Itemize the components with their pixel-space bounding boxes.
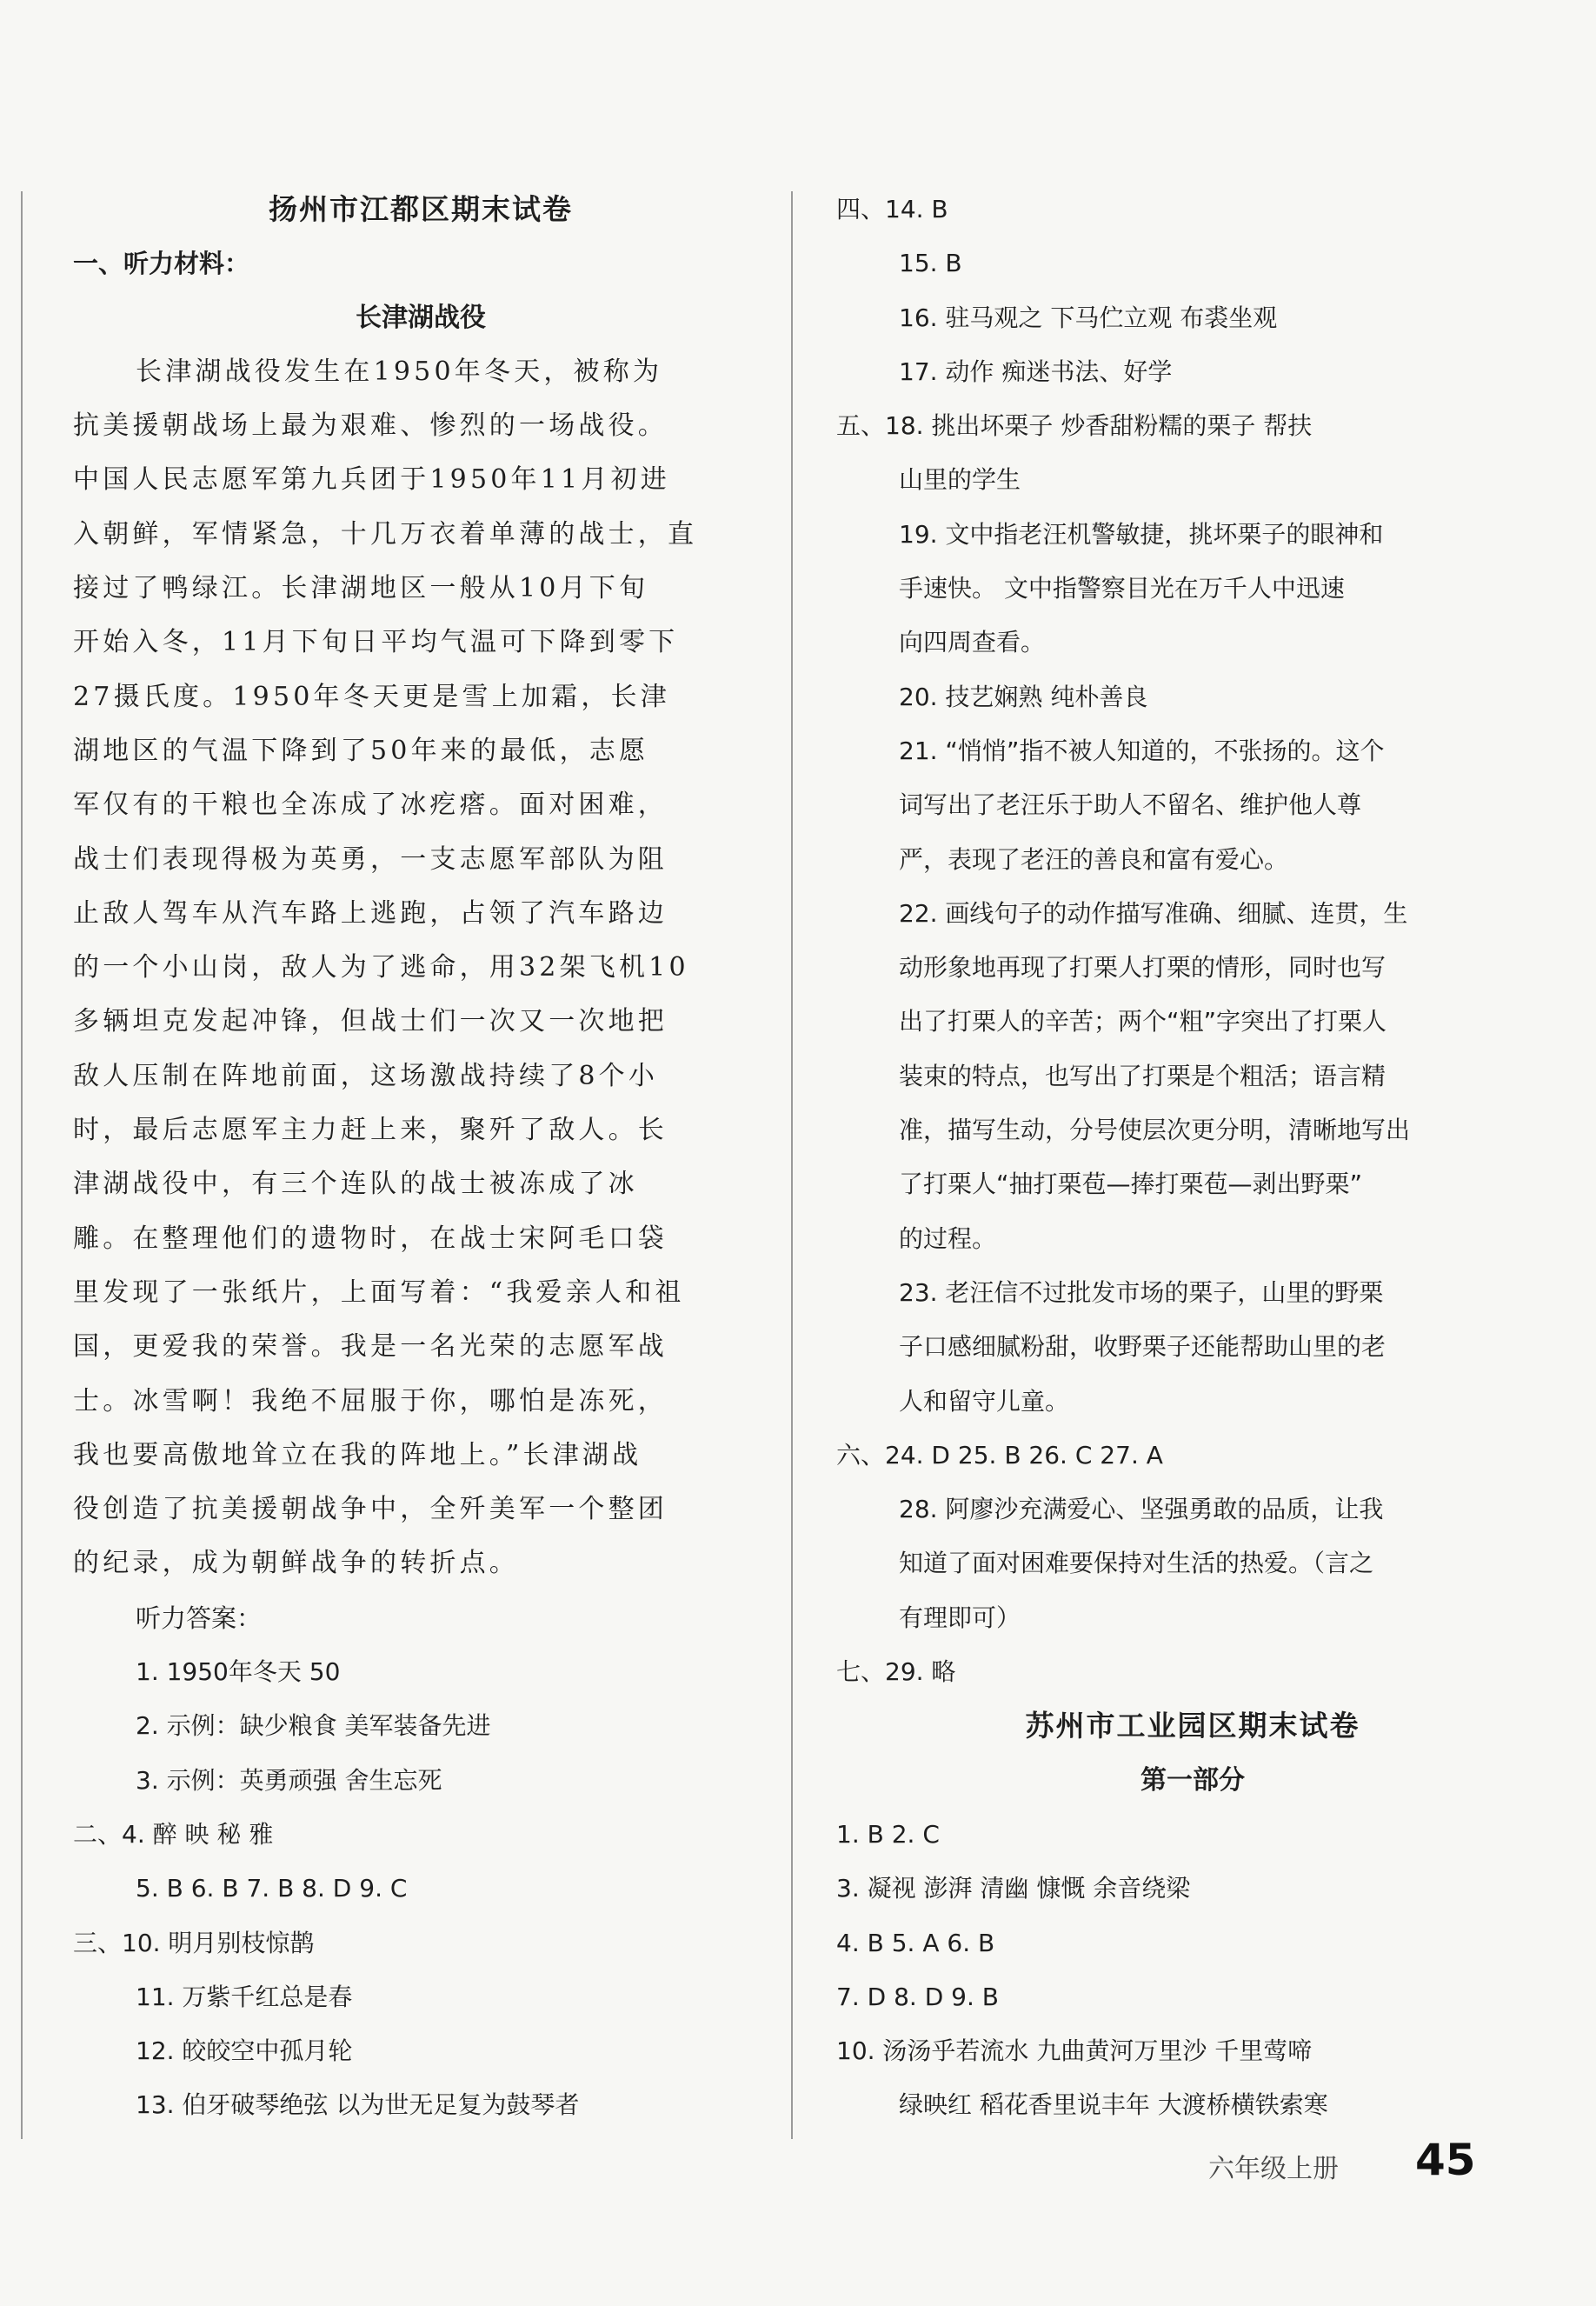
answer-item: 子口感细腻粉甜，收野栗子还能帮助山里的老: [899, 1332, 1387, 1362]
paragraph-line: 里发现了一张纸片，上面写着：“我爱亲人和祖: [73, 1276, 685, 1308]
answer-item: 四、14. B: [836, 195, 948, 223]
paragraph-line: 战士们表现得极为英勇，一支志愿军部队为阻: [73, 843, 668, 875]
left-margin-rule: [21, 191, 23, 2139]
answer-item: 六、24. D 25. B 26. C 27. A: [836, 1440, 1163, 1470]
paragraph-line: 多辆坦克发起冲锋，但战士们一次又一次地把: [73, 1006, 668, 1037]
answer-item: 二、4. 醉 映 秘 雅: [73, 1819, 274, 1849]
left-column: [73, 183, 768, 2133]
paragraph-line: 津湖战役中，有三个连队的战士被冻成了冰: [73, 1169, 638, 1200]
answer-item: 28. 阿廖沙充满爱心、坚强勇敢的品质，让我: [899, 1495, 1384, 1524]
answer-item: 1. B 2. C: [836, 1819, 940, 1849]
answer-item: 21. “悄悄”指不被人知道的，不张扬的。这个: [899, 736, 1385, 765]
paragraph-line: 长津湖战役发生在1950年冬天，被称为: [136, 356, 663, 387]
answer-item: 3. 凝视 澎湃 清幽 慷慨 余音绕梁: [836, 1874, 1191, 1903]
answer-item: 10. 汤汤乎若流水 九曲黄河万里沙 千里莺啼: [836, 2036, 1313, 2066]
paragraph-line: 役创造了抗美援朝战争中，全歼美军一个整团: [73, 1494, 668, 1525]
answer-item: 7. D 8. D 9. B: [836, 1982, 999, 2011]
answer-item: 的过程。: [899, 1223, 997, 1253]
paragraph-line: 的纪录，成为朝鲜战争的转折点。: [73, 1548, 519, 1579]
paragraph-line: 湖地区的气温下降到了50年来的最低，志愿: [73, 735, 649, 766]
answer-item: 11. 万紫千红总是春: [136, 1982, 353, 2011]
answer-item: 动形象地再现了打栗人打栗的情形，同时也写: [899, 953, 1387, 983]
answer-item: 1. 1950年冬天 50: [136, 1657, 341, 1687]
answer-item: 5. B 6. B 7. B 8. D 9. C: [136, 1874, 408, 1903]
answer-item: 4. B 5. A 6. B: [836, 1928, 995, 1957]
part-heading: 第一部分: [1140, 1764, 1245, 1796]
answer-item: 装束的特点，也写出了打栗是个粗活；语言精: [899, 1061, 1387, 1090]
paragraph-line: 接过了鸭绿江。长津湖地区一般从10月下旬: [73, 573, 649, 604]
paragraph-line: 士。冰雪啊！我绝不屈服于你，哪怕是冻死，: [73, 1385, 668, 1416]
answer-item: 三、10. 明月别枝惊鹊: [73, 1928, 315, 1957]
exam-title-suzhou: 苏州市工业园区期末试卷: [1025, 1709, 1360, 1743]
right-column: [836, 183, 1549, 2133]
answer-item: 词写出了老汪乐于助人不留名、维护他人尊: [899, 790, 1362, 820]
answer-item: 向四周查看。: [899, 628, 1046, 657]
column-divider: [791, 191, 793, 2139]
answer-item: 13. 伯牙破琴绝弦 以为世无足复为鼓琴者: [136, 2090, 580, 2120]
answer-item: 16. 驻马观之 下马伫立观 布裘坐观: [899, 303, 1278, 332]
paragraph-line: 军仅有的干粮也全冻成了冰疙瘩。面对困难，: [73, 790, 668, 821]
grade-label: 六年级上册: [1208, 2154, 1339, 2184]
answer-item: 22. 画线句子的动作描写准确、细腻、连贯，生: [899, 898, 1408, 928]
answer-item: 五、18. 挑出坏栗子 炒香甜粉糯的栗子 帮扶: [836, 411, 1313, 441]
story-title: 长津湖战役: [356, 302, 486, 333]
paragraph-line: 的一个小山岗，敌人为了逃命，用32架飞机10: [73, 952, 689, 983]
answer-item: 2. 示例：缺少粮食 美军装备先进: [136, 1711, 491, 1741]
answer-item: 人和留守儿童。: [899, 1386, 1070, 1416]
answer-item: 23. 老汪信不过批发市场的栗子，山里的野栗: [899, 1277, 1384, 1307]
answer-item: 17. 动作 痴迷书法、好学: [899, 357, 1173, 386]
answer-item: 手速快。 文中指警察目光在万千人中迅速: [899, 574, 1345, 603]
answer-item: 了打栗人“抽打栗苞—捧打栗苞—剥出野栗”: [899, 1170, 1363, 1199]
answer-item: 准，描写生动，分号使层次更分明，清晰地写出: [899, 1116, 1411, 1145]
paragraph-line: 时，最后志愿军主力赶上来，聚歼了敌人。长: [73, 1115, 668, 1146]
paragraph-line: 国，更爱我的荣誉。我是一名光荣的志愿军战: [73, 1331, 668, 1363]
paragraph-line: 开始入冬，11月下旬日平均气温可下降到零下: [73, 627, 679, 658]
paragraph-line: 止敌人驾车从汽车路上逃跑，占领了汽车路边: [73, 897, 668, 929]
paragraph-line: 抗美援朝战场上最为艰难、惨烈的一场战役。: [73, 410, 668, 442]
paragraph-line: 我也要高傲地耸立在我的阵地上。”长津湖战: [73, 1439, 642, 1470]
answer-item: 知道了面对困难要保持对生活的热爱。（言之: [899, 1549, 1374, 1578]
answer-item: 3. 示例：英勇顽强 舍生忘死: [136, 1765, 442, 1795]
answer-item: 七、29. 略: [836, 1657, 956, 1687]
answer-item: 15. B: [899, 249, 962, 278]
paragraph-line: 雕。在整理他们的遗物时，在战士宋阿毛口袋: [73, 1223, 668, 1254]
paragraph-line: 敌人压制在阵地前面，这场激战持续了8个小: [73, 1060, 659, 1091]
answer-item: 严，表现了老汪的善良和富有爱心。: [899, 844, 1289, 874]
answer-item: 绿映红 稻花香里说丰年 大渡桥横铁索寒: [899, 2090, 1328, 2120]
page-footer: [1208, 2135, 1556, 2196]
answer-item: 有理即可）: [899, 1603, 1021, 1632]
answer-item: 12. 皎皎空中孤月轮: [136, 2036, 353, 2066]
page-number: 45: [1415, 2135, 1476, 2185]
paragraph-line: 中国人民志愿军第九兵团于1950年11月初进: [73, 464, 670, 496]
answer-item: 出了打栗人的辛苦；两个“粗”字突出了打栗人: [899, 1007, 1387, 1036]
exam-title-yangzhou: 扬州市江都区期末试卷: [269, 192, 573, 226]
answer-item: 20. 技艺娴熟 纯朴善良: [899, 682, 1148, 711]
paragraph-line: 27摄氏度。1950年冬天更是雪上加霜，长津: [73, 681, 670, 712]
paragraph-line: 入朝鲜，军情紧急，十几万衣着单薄的战士，直: [73, 518, 698, 550]
answer-item: 19. 文中指老汪机警敏捷，挑坏栗子的眼神和: [899, 519, 1384, 549]
answer-item: 山里的学生: [899, 465, 1021, 495]
section-heading: 一、听力材料：: [73, 249, 250, 279]
answers-heading: 听力答案：: [136, 1603, 263, 1633]
